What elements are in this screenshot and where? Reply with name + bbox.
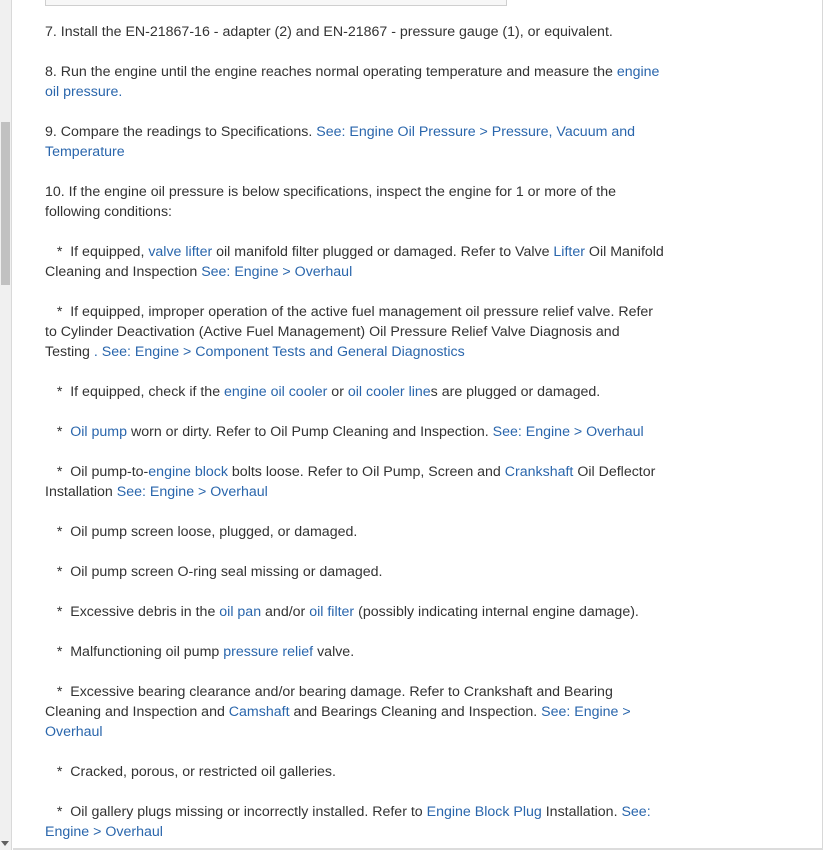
scrollbar-thumb[interactable] [1,122,10,285]
doc-link[interactable]: Oil pump [70,424,128,440]
doc-link[interactable]: oil pan [219,604,262,620]
step-text: * If equipped, improper operation of the active fuel management oil pressure relief valve. Refer to Cylinder Deactivation (Active Fuel Management) Oil Pressure Relief Valve Diagnosis and Testing [45,304,657,360]
step-text: * If equipped, [45,244,149,260]
step-text: and Bearings Cleaning and Inspection. [289,704,542,720]
step-text: or [327,384,348,400]
step-text: * Oil pump screen O-ring seal missing or damaged. [45,564,383,580]
step-text: * Excessive debris in the [45,604,220,620]
step-text: * Oil gallery plugs missing or incorrectly installed. Refer to [45,804,427,820]
procedure-step [45,562,667,582]
step-text: worn or dirty. Refer to Oil Pump Cleaning and Inspection. [127,424,493,440]
step-text: * Malfunctioning oil pump [45,644,224,660]
procedure-step [45,302,667,362]
doc-link[interactable]: See: Engine > Overhaul [45,704,635,740]
step-text: 7. Install the EN-21867-16 - adapter (2) and EN-21867 - pressure gauge (1), or equivalent. [45,24,613,40]
doc-link[interactable]: engine oil cooler [224,384,328,400]
procedure-step [45,802,667,842]
procedure-step [45,122,667,162]
procedure-step [45,62,667,102]
procedure-step [45,382,667,402]
doc-link[interactable]: oil cooler line [347,384,431,400]
step-text: * If equipped, check if the [45,384,225,400]
step-text: * Cracked, porous, or restricted oil galleries. [45,764,336,780]
step-text: 9. Compare the readings to Specifications. [45,124,317,140]
step-text: * Excessive bearing clearance and/or bearing damage. Refer to Crankshaft and Bearing Cleaning and Inspection and [45,684,617,720]
step-text: * Oil pump-to- [45,464,149,480]
chevron-down-icon[interactable] [1,841,9,846]
document-frame [13,0,823,850]
procedure-step [45,182,667,222]
doc-link[interactable]: pressure relief [223,644,314,660]
vertical-scrollbar[interactable] [0,0,12,850]
procedure-step [45,642,667,662]
doc-link[interactable]: Engine Block Plug [426,804,542,820]
step-text: oil manifold filter plugged or damaged. Refer to Valve [212,244,554,260]
doc-link[interactable]: See: Engine > Overhaul [201,264,353,280]
step-text: Oil Manifold Cleaning and Inspection [45,244,668,280]
procedure-step [45,242,667,282]
step-text: bolts loose. Refer to Oil Pump, Screen and [227,464,505,480]
image-frame-bottom-edge [45,0,507,6]
doc-link[interactable]: See: Engine Oil Pressure > Pressure, Vacuum and Temperature [45,124,639,160]
step-text: * Oil pump screen loose, plugged, or damaged. [45,524,358,540]
procedure-text [45,22,667,862]
procedure-step [45,522,667,542]
procedure-step [45,762,667,782]
doc-link[interactable]: See: Engine > Overhaul [116,484,268,500]
doc-link[interactable]: Camshaft [228,704,290,720]
step-text: 8. Run the engine until the engine reaches normal operating temperature and measure the [45,64,617,80]
doc-link[interactable]: See: Engine > Overhaul [45,804,655,840]
step-text: (possibly indicating internal engine damage). [354,604,639,620]
step-text: * [45,424,71,440]
procedure-step [45,462,667,502]
doc-link[interactable]: See: Engine > Overhaul [492,424,644,440]
procedure-step [45,22,667,42]
doc-link[interactable]: . See: Engine > Component Tests and General Diagnostics [93,344,465,360]
doc-link[interactable]: Lifter [553,244,585,260]
procedure-step [45,602,667,622]
step-text: Oil Deflector Installation [45,464,660,500]
step-text: s are plugged or damaged. [430,384,601,400]
step-text: Installation. [541,804,622,820]
procedure-step [45,422,667,442]
doc-link[interactable]: engine oil pressure. [45,64,664,100]
doc-link[interactable]: oil filter [309,604,355,620]
doc-link[interactable]: engine block [148,464,228,480]
step-text: and/or [261,604,310,620]
procedure-step [45,682,667,742]
step-text: 10. If the engine oil pressure is below specifications, inspect the engine for 1 or more of the following conditions: [45,184,620,220]
step-text: valve. [313,644,355,660]
doc-link[interactable]: Crankshaft [504,464,574,480]
doc-link[interactable]: valve lifter [148,244,213,260]
